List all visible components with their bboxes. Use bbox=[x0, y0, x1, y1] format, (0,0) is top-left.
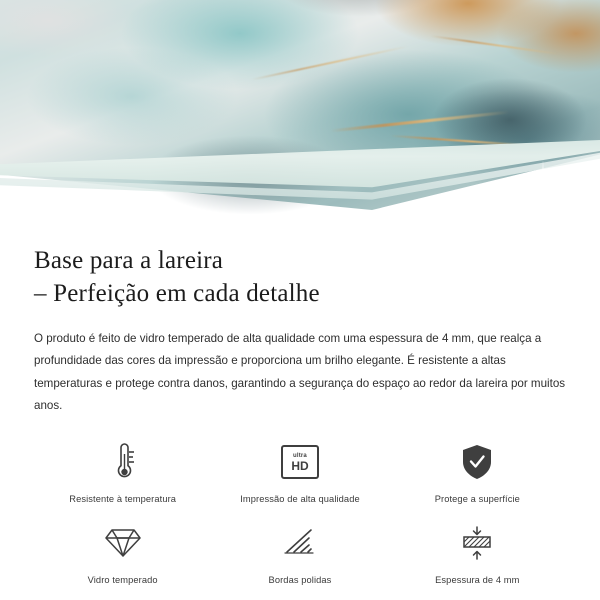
hero-image bbox=[0, 0, 600, 222]
headline-line-1: Base para a lareira bbox=[34, 247, 224, 274]
feature-tempered-glass bbox=[34, 520, 211, 585]
ultra-hd-icon bbox=[281, 439, 319, 485]
feature-label: Protege a superfície bbox=[434, 494, 520, 504]
feature-surface-protection bbox=[389, 439, 566, 504]
polished-edges-icon bbox=[281, 520, 319, 566]
feature-label: Bordas polidas bbox=[268, 575, 332, 585]
feature-print-quality bbox=[211, 439, 388, 504]
content-area bbox=[0, 244, 600, 585]
product-description: O produto é feito de vidro temperado de alta qualidade com uma espessura de 4 mm, que realça a profundidade das cores da impressão e proporciona um brilho elegante. É resistente a altas temperaturas e protege contra danos, garantindo a segurança do espaço ao redor da lareira por muitos anos. bbox=[34, 332, 566, 412]
feature-label: Espessura de 4 mm bbox=[435, 575, 520, 585]
headline-line-2: – Perfeição em cada detalhe bbox=[34, 280, 320, 307]
feature-label: Resistente à temperatura bbox=[69, 494, 177, 504]
feature-label: Vidro temperado bbox=[87, 575, 158, 585]
feature-grid bbox=[34, 439, 566, 585]
feature-thickness bbox=[389, 520, 566, 585]
page-title bbox=[34, 244, 566, 310]
feature-label: Impressão de alta qualidade bbox=[240, 494, 360, 504]
thermometer-icon bbox=[108, 439, 138, 485]
feature-temperature-resistant bbox=[34, 439, 211, 504]
shield-check-icon bbox=[459, 439, 495, 485]
ultra-hd-badge-top: ultra bbox=[292, 452, 307, 459]
sparkle-icon bbox=[552, 192, 576, 216]
ultra-hd-badge-bottom: HD bbox=[291, 458, 309, 473]
diamond-icon bbox=[104, 520, 142, 566]
feature-polished-edges bbox=[211, 520, 388, 585]
thickness-icon bbox=[457, 520, 497, 566]
